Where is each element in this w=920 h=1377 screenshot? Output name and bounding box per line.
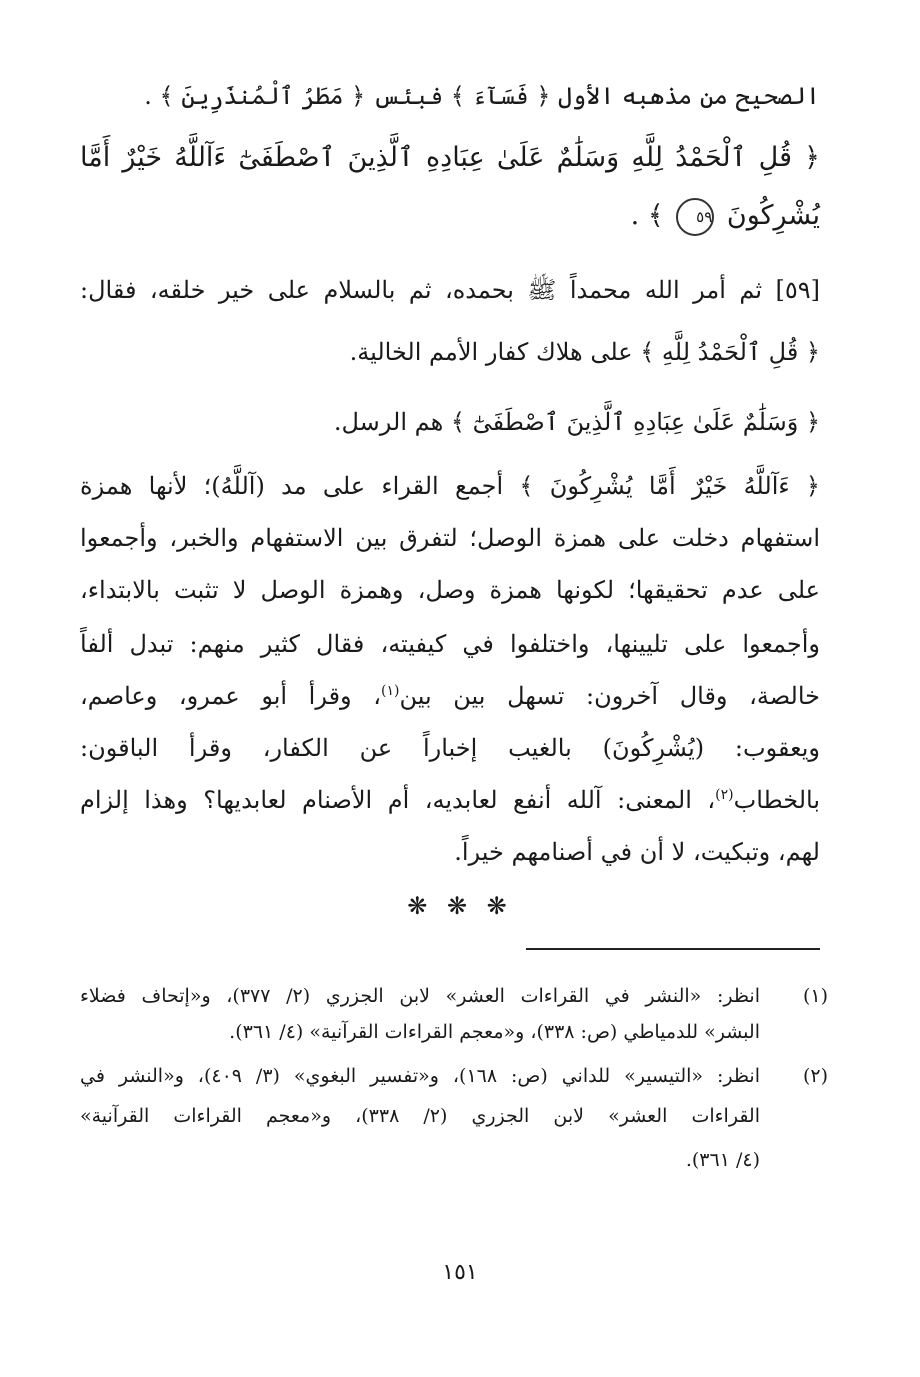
text-segment: ، المعنى: آلله أنفع لعابديه، أم الأصنام لعابديها؟ وهذا إلزام <box>80 786 716 814</box>
quran-verse-closing: ﴾ . <box>630 200 664 231</box>
footnote-2-line-2: القراءات العشر» لابن الجزري (٢/ ٣٣٨)، و«معجم القراءات القرآنية» <box>80 1105 760 1127</box>
page-number: ١٥١ <box>442 1260 478 1285</box>
footnote-ref-1[interactable]: (١) <box>381 683 400 699</box>
text-line-alllah-khayr: ﴿ ءَآللَّهُ خَيْرٌ أَمَّا يُشْرِكُونَ ﴾ أجمع القراء على مد (آللَّهُ)؛ لأنها همزة <box>80 472 820 500</box>
section-separator: ❋ ❋ ❋ <box>407 892 513 920</box>
quran-verse-line-1: ﴿ قُلِ ٱلْحَمْدُ لِلَّهِ وَسَلَٰمٌ عَلَىٰ عِبَادِهِ ٱلَّذِينَ ٱصْطَفَىٰٓ ءَآللَّهُ خَيْرٌ أَمَّا <box>80 142 820 173</box>
footnote-ref-2[interactable]: (٢) <box>715 787 734 803</box>
footnote-2-line-3: (٤/ ٣٦١). <box>685 1149 760 1171</box>
text-line-1: الصحيح من مذهبه الأول ﴿ فَسَآءَ ﴾ فبئس ﴿ مَطَرُ ٱلْمُنذَرِينَ ﴾ . <box>144 82 820 110</box>
text-line-tabkit: لهم، وتبكيت، لا أن في أصنامهم خيراً. <box>454 838 820 866</box>
text-line-tahqiq: على عدم تحقيقها؛ لكونها همزة وصل، وهمزة الوصل لا تثبت بالابتداء، <box>80 576 820 604</box>
footnote-2-line-1: انظر: «التيسير» للداني (ص: ١٦٨)، و«تفسير البغوي» (٣/ ٤٠٩)، و«النشر في <box>80 1065 760 1087</box>
quran-verse-line-2 <box>80 196 820 236</box>
footnote-1-line-2: البشر» للدمياطي (ص: ٣٣٨)، و«معجم القراءات القرآنية» (٤/ ٣٦١). <box>229 1021 760 1043</box>
footnote-1-line-1: انظر: «النشر في القراءات العشر» لابن الجزري (٢/ ٣٧٧)، و«إتحاف فضلاء <box>80 985 760 1007</box>
text-segment: خالصة، وقال آخرون: تسهل بين بين <box>399 682 820 710</box>
text-line-khalisa <box>80 676 820 716</box>
text-line-salam: ﴿ وَسَلَٰمٌ عَلَىٰ عِبَادِهِ ٱلَّذِينَ ٱصْطَفَىٰٓ ﴾ هم الرسل. <box>333 408 820 436</box>
ayah-number-marker: ٥٩ <box>676 198 714 236</box>
text-line-hamd: ﴿ قُلِ ٱلْحَمْدُ لِلَّهِ ﴾ على هلاك كفار الأمم الخالية. <box>349 338 820 366</box>
text-line-verse-59-intro: [٥٩] ثم أمر الله محمداً ﷺ بحمده، ثم بالسلام على خير خلقه، فقال: <box>80 276 820 304</box>
footnote-divider <box>526 948 820 950</box>
text-line-talyin: وأجمعوا على تليينها، واختلفوا في كيفيته، فقال كثير منهم: تبدل ألفاً <box>80 630 820 658</box>
quran-verse-end-word: يُشْرِكُونَ <box>726 200 820 231</box>
footnote-1-number: (١) <box>802 985 828 1007</box>
footnote-2-number: (٢) <box>802 1065 828 1087</box>
text-line-istifham: استفهام دخلت على همزة الوصل؛ لتفرق بين الاستفهام والخبر، وأجمعوا <box>80 524 820 552</box>
text-segment: بالخطاب <box>733 786 820 814</box>
text-line-yaqub: ويعقوب: (يُشْرِكُونَ) بالغيب إخباراً عن الكفار، وقرأ الباقون: <box>80 734 820 762</box>
text-segment: ، وقرأ أبو عمرو، وعاصم، <box>80 682 382 710</box>
text-line-khitab <box>80 780 820 820</box>
